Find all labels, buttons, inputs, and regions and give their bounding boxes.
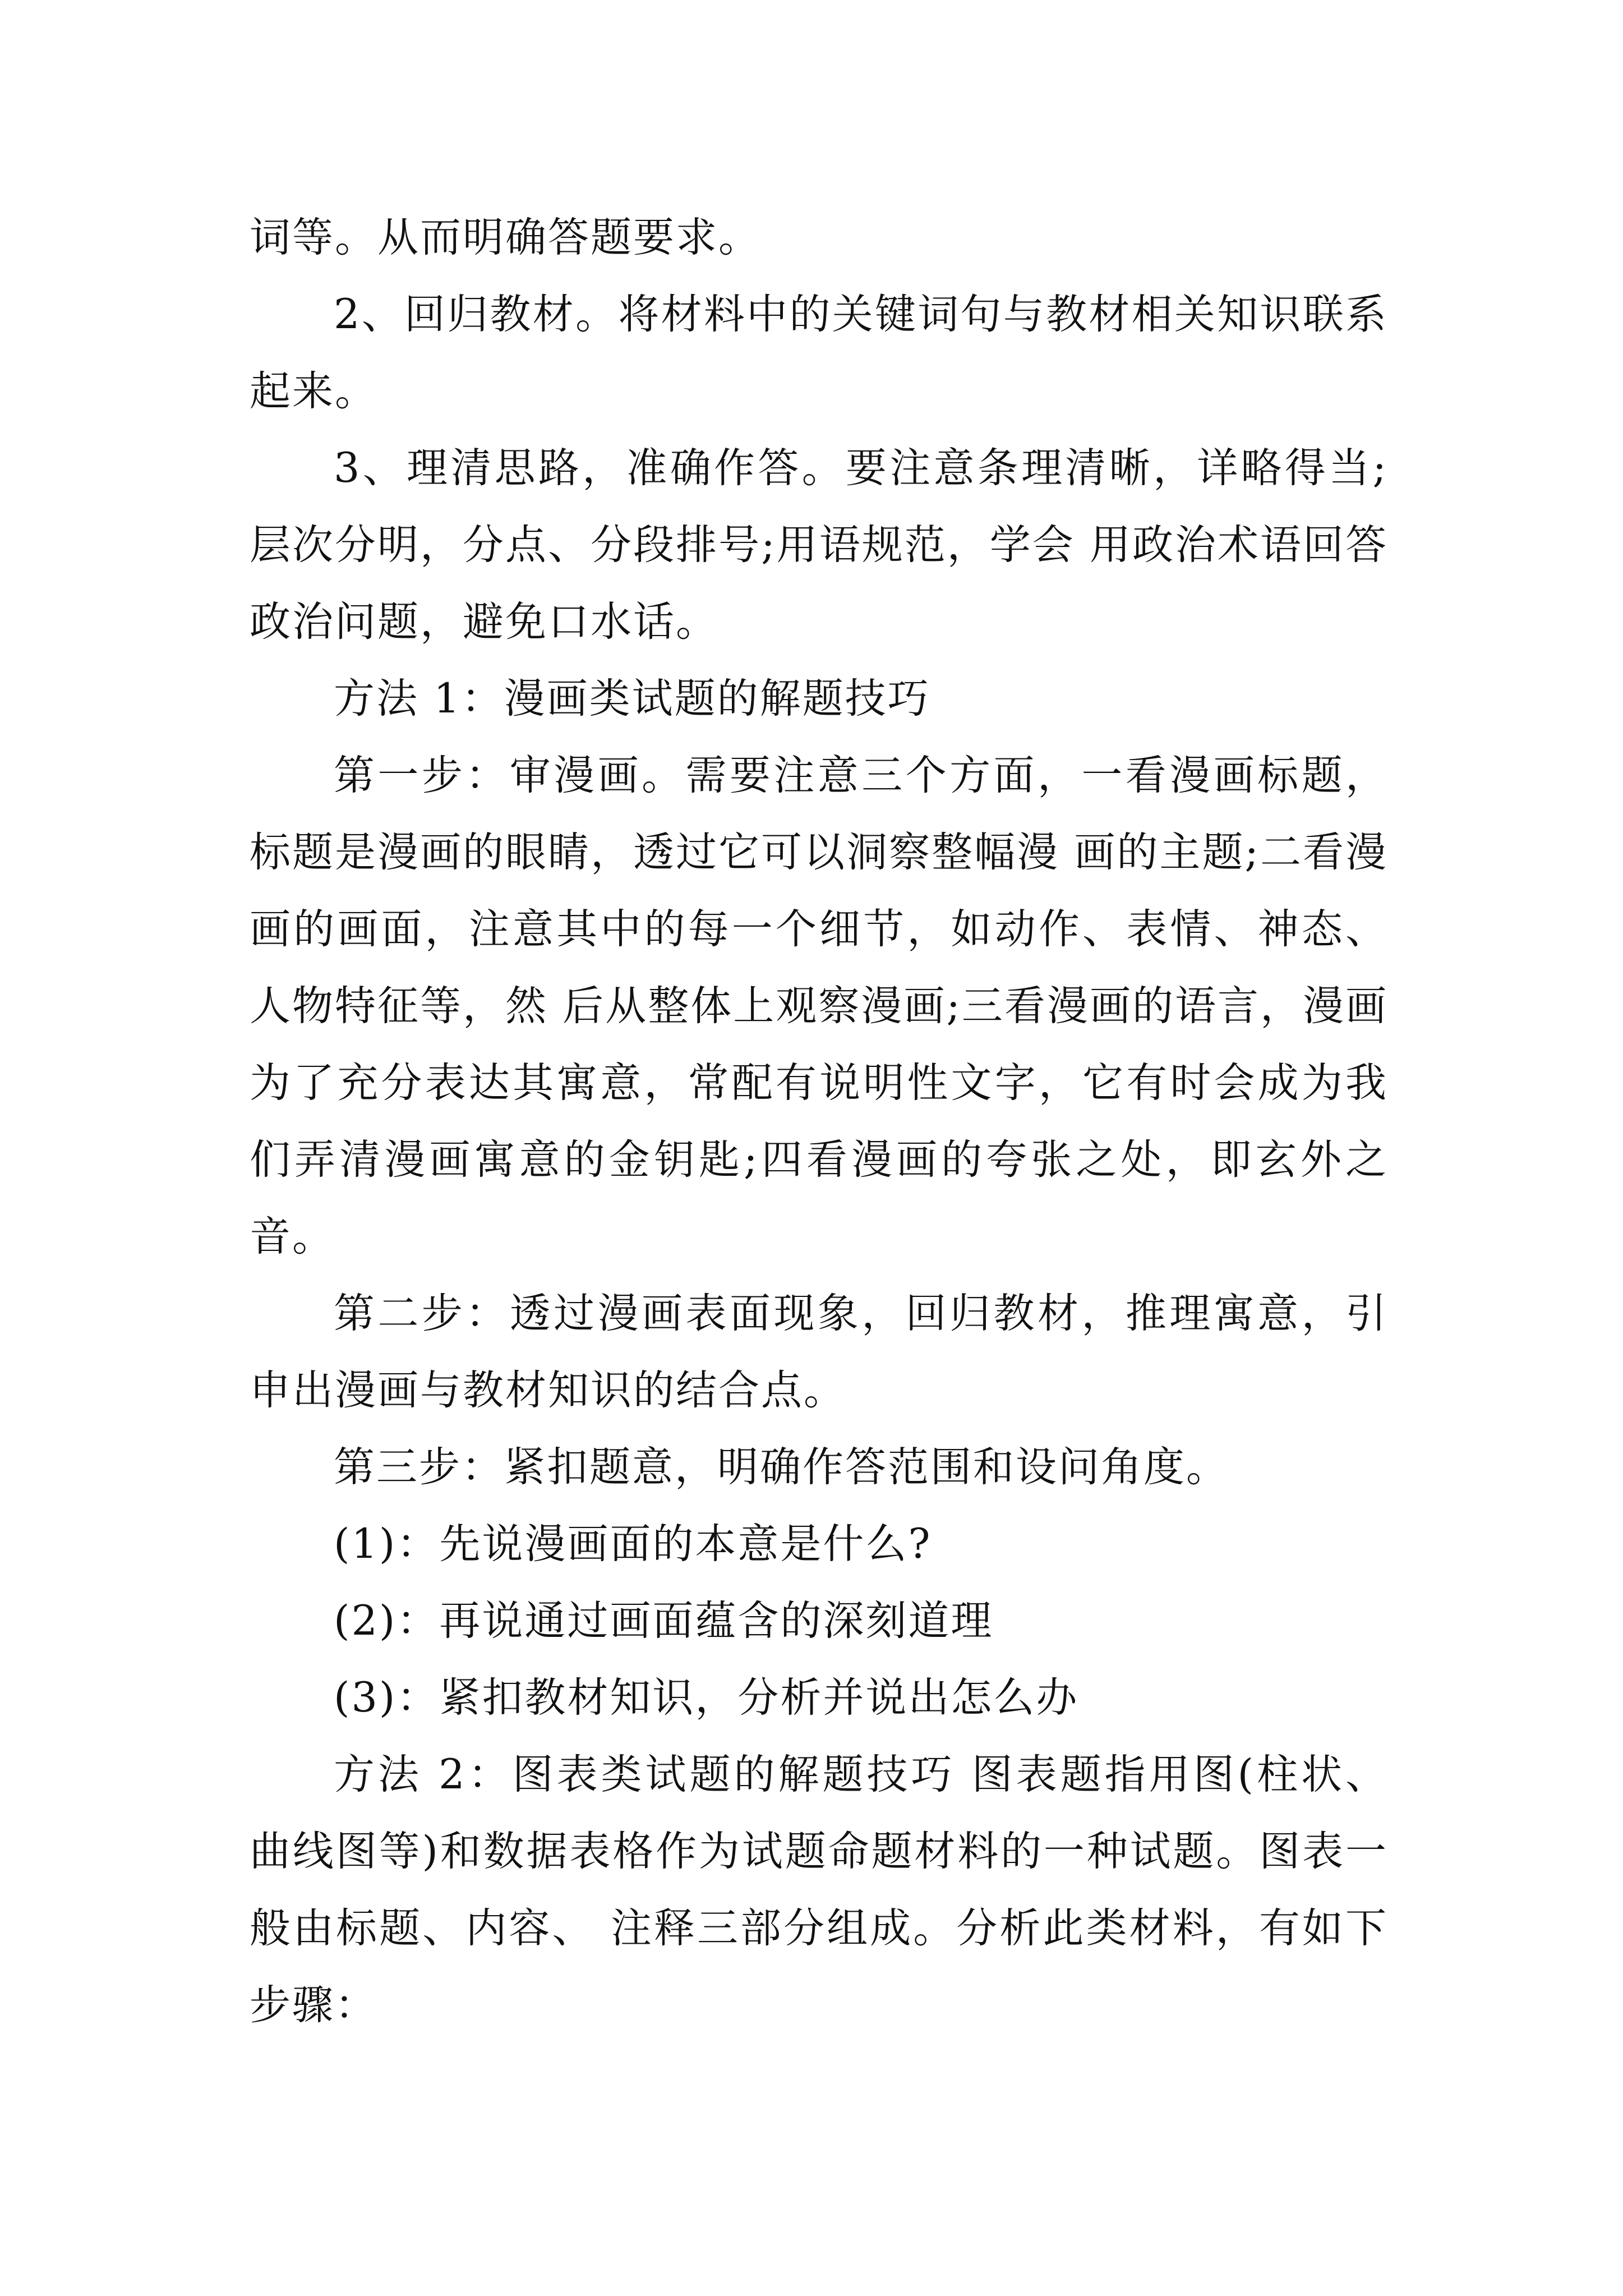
paragraph-step-return-to-textbook: 2、回归教材。将材料中的关键词句与教材相关知识联系起来。 [250, 291, 1388, 415]
list-item-1: (1)：先说漫画面的本意是什么? [334, 1520, 932, 1568]
paragraph-comic-step-3: 第三步：紧扣题意，明确作答范围和设问角度。 [334, 1443, 1229, 1491]
paragraph-step-clarify-thinking: 3、理清思路，准确作答。要注意条理清晰，详略得当;层次分明，分点、分段排号;用语规范，学会 用政治术语回答政治问题，避免口水话。 [250, 444, 1388, 646]
heading-method-1-comics: 方法 1：漫画类试题的解题技巧 [334, 675, 930, 723]
paragraph-answer-requirements: 词等。从而明确答题要求。 [250, 214, 761, 261]
heading-method-2-charts: 方法 2：图表类试题的解题技巧 图表题指用图(柱状、曲线图等)和数据表格作为试题命题材料的一种试题。图表一般由标题、内容、 注释三部分组成。分析此类材料，有如下步骤： [250, 1751, 1388, 2029]
list-item-2: (2)：再说通过画面蕴含的深刻道理 [334, 1597, 994, 1645]
list-item-3: (3)：紧扣教材知识，分析并说出怎么办 [334, 1674, 1079, 1722]
document-body [250, 199, 1388, 2044]
paragraph-comic-step-1: 第一步：审漫画。需要注意三个方面，一看漫画标题，标题是漫画的眼睛，透过它可以洞察整幅漫 画的主题;二看漫画的画面，注意其中的每一个细节，如动作、表情、神态、人物特征等，然 后从整体上观察漫画;三看漫画的语言，漫画为了充分表达其寓意，常配有说明性文字，它有时会成为我们弄清漫画寓意的金钥匙;四看漫画的夸张之处，即玄外之音。 [250, 752, 1388, 1260]
paragraph-comic-step-2: 第二步：透过漫画表面现象，回归教材，推理寓意，引申出漫画与教材知识的结合点。 [250, 1290, 1388, 1414]
